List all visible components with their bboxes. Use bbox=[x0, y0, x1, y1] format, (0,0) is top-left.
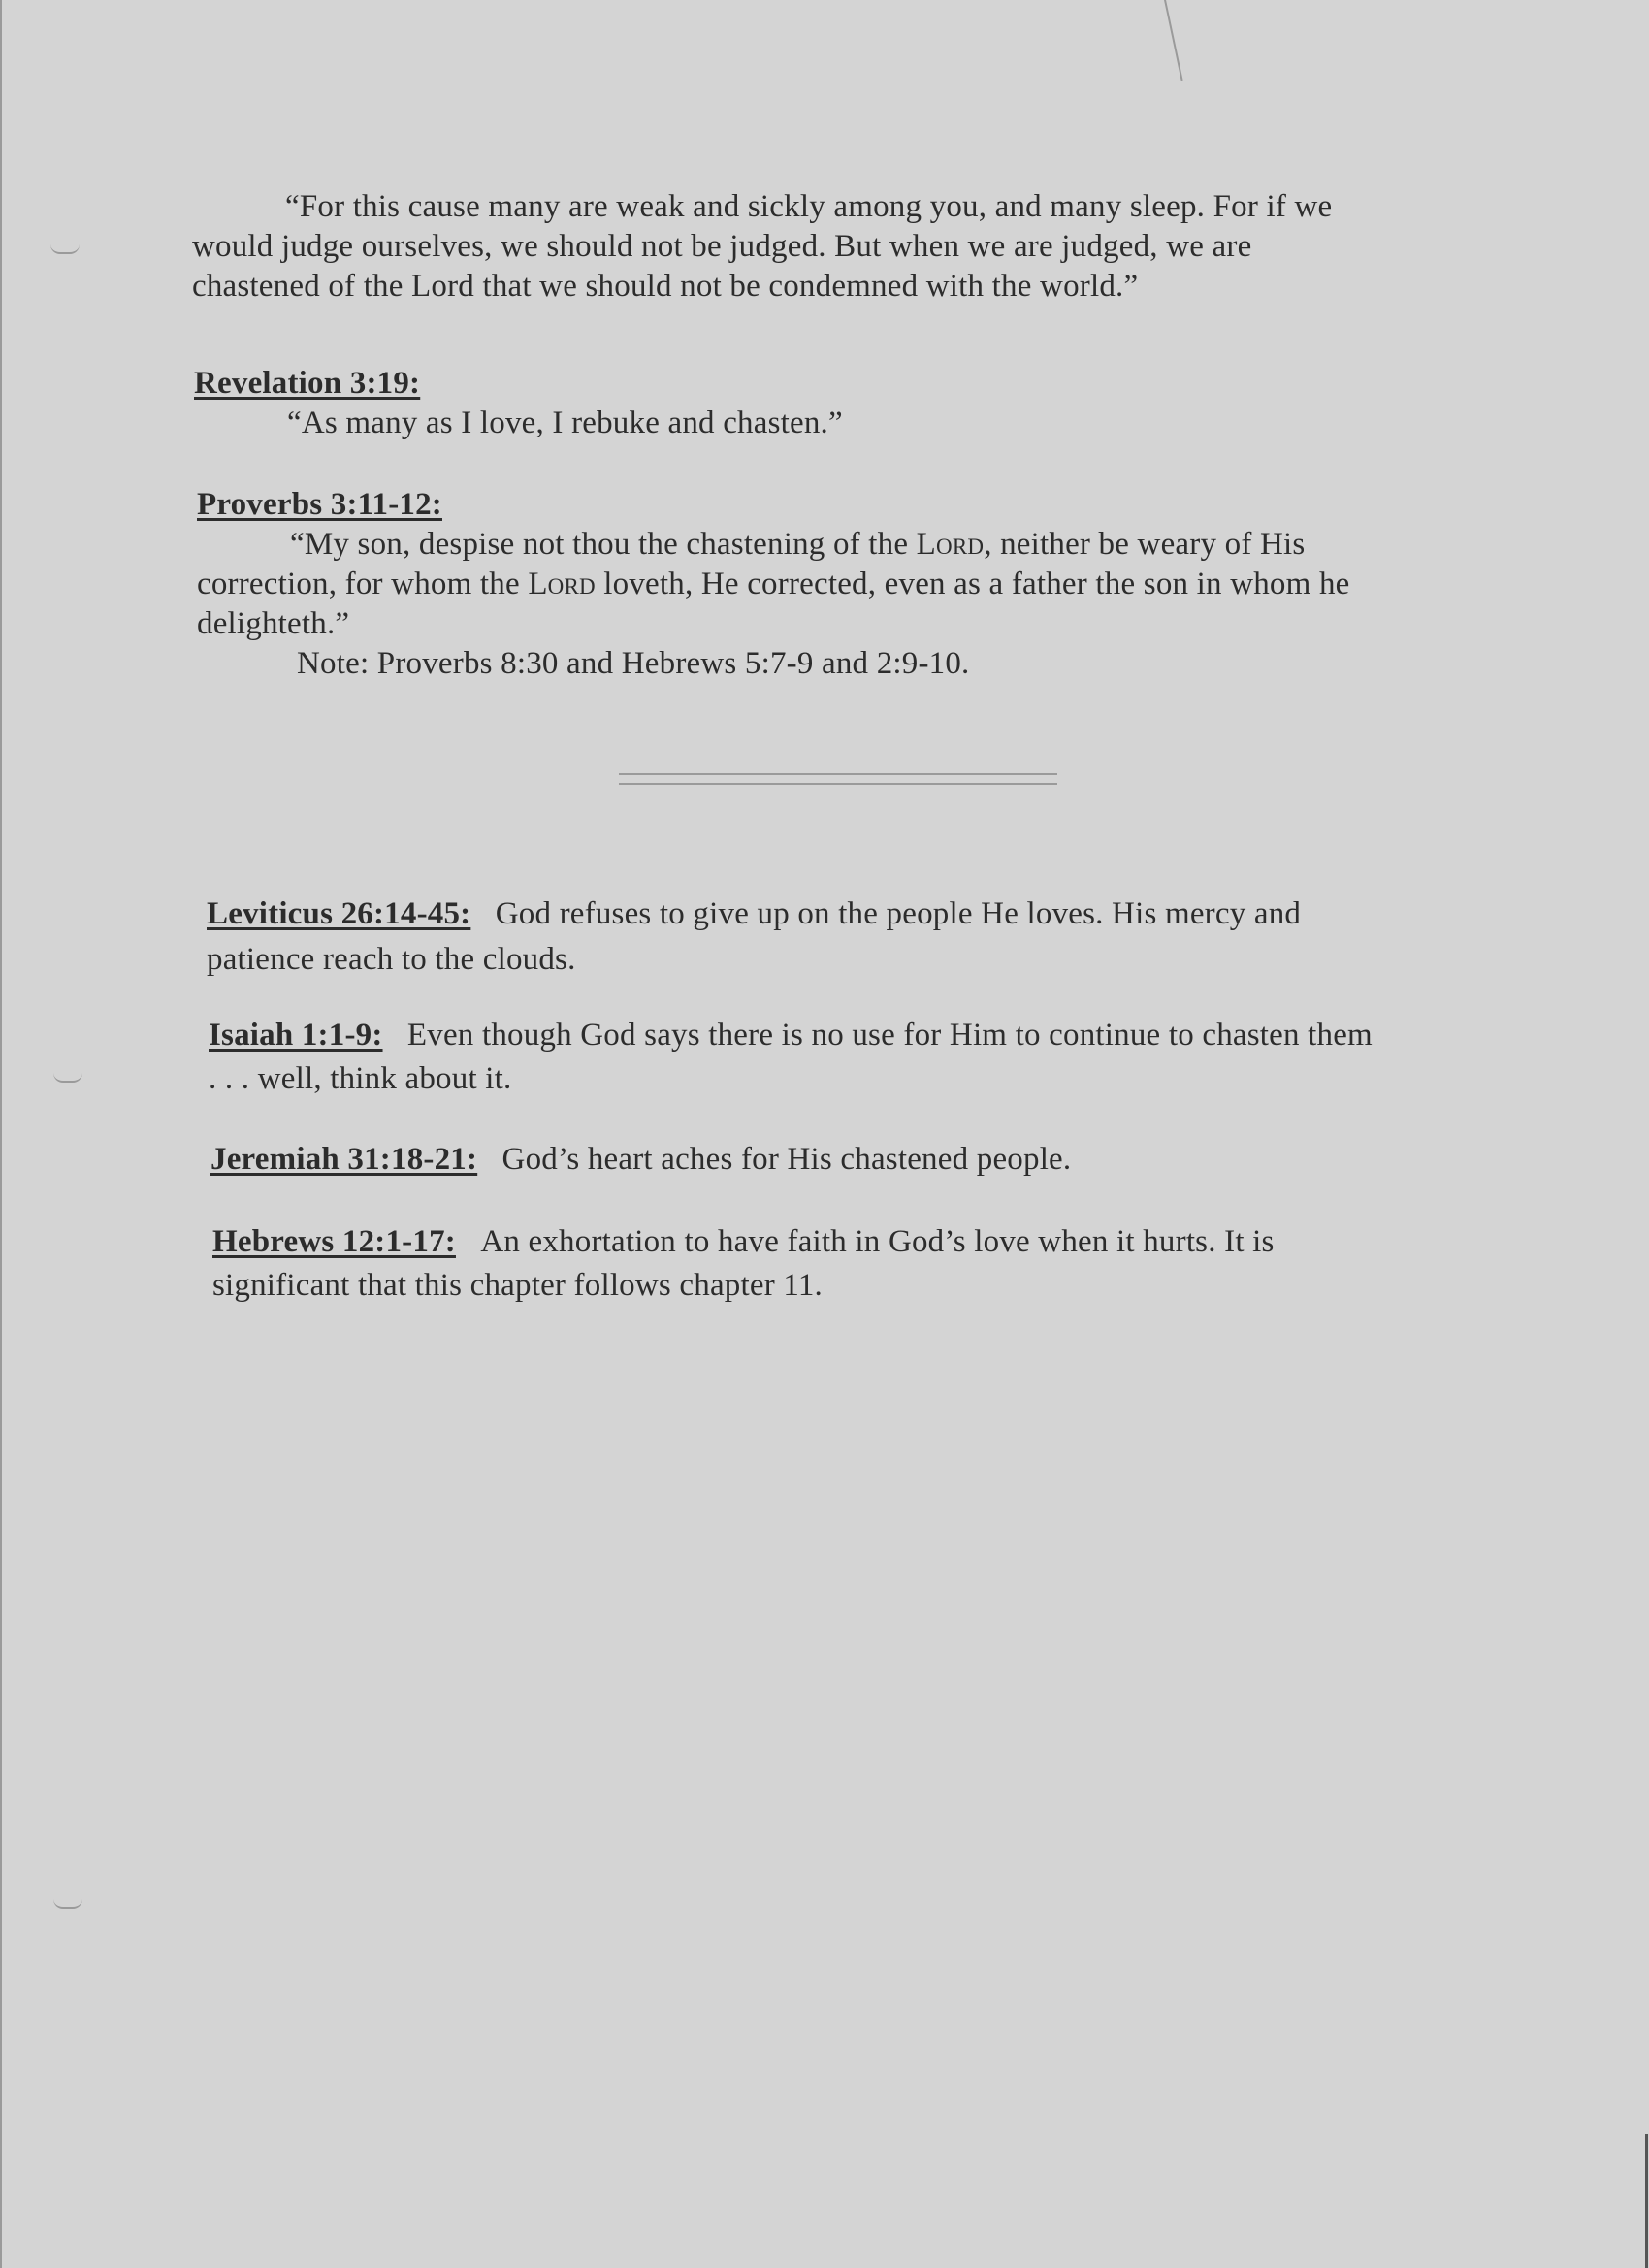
proverbs-line1 bbox=[197, 525, 1497, 565]
section-divider bbox=[619, 773, 1057, 785]
proverbs-section bbox=[197, 485, 1497, 684]
proverbs-line2-b: loveth, He corrected, even as a father the son in whom he bbox=[595, 567, 1350, 601]
leviticus-reference: Leviticus 26:14-45: bbox=[207, 896, 471, 931]
quote-top-line1: “For this cause many are weak and sickly among you, and many sleep. For if we bbox=[285, 189, 1333, 224]
isaiah-line1: Even though God says there is no use for Him to continue to chasten them bbox=[406, 1018, 1373, 1053]
hebrews-line2: significant that this chapter follows chapter 11. bbox=[212, 1268, 823, 1303]
proverbs-line3: delighteth.” bbox=[197, 606, 350, 641]
leviticus-section bbox=[207, 894, 1487, 980]
proverbs-note: Note: Proverbs 8:30 and Hebrews 5:7-9 and 2:9-10. bbox=[297, 646, 970, 681]
quote-top-line3: chastened of the Lord that we should not be condemned with the world.” bbox=[192, 269, 1139, 304]
proverbs-line2 bbox=[197, 565, 1497, 604]
isaiah-section bbox=[209, 1016, 1508, 1099]
hebrews-line1: An exhortation to have faith in God’s love when it hurts. It is bbox=[480, 1224, 1275, 1259]
scan-crease bbox=[1164, 0, 1183, 81]
jeremiah-section bbox=[210, 1140, 1491, 1180]
proverbs-lord-2: Lord bbox=[528, 567, 596, 601]
proverbs-line2-a: correction, for whom the bbox=[197, 567, 529, 601]
punch-mark-top bbox=[50, 244, 80, 254]
revelation-quote: “As many as I love, I rebuke and chasten.” bbox=[287, 405, 843, 440]
proverbs-line1-a: “My son, despise not thou the chastening of the bbox=[290, 527, 917, 562]
scan-edge-right bbox=[1645, 2134, 1648, 2268]
isaiah-line2: . . . well, think about it. bbox=[209, 1061, 512, 1096]
hebrews-section bbox=[212, 1222, 1493, 1306]
proverbs-line1-b: , neither be weary of His bbox=[984, 527, 1306, 562]
punch-mark-bottom bbox=[53, 1899, 82, 1909]
jeremiah-text: God’s heart aches for His chastened people. bbox=[501, 1142, 1072, 1177]
revelation-section bbox=[194, 364, 1474, 443]
jeremiah-reference: Jeremiah 31:18-21: bbox=[210, 1142, 478, 1177]
revelation-reference: Revelation 3:19: bbox=[194, 366, 421, 401]
leviticus-line2: patience reach to the clouds. bbox=[207, 942, 576, 977]
punch-mark-middle bbox=[53, 1073, 82, 1083]
proverbs-lord-1: Lord bbox=[916, 527, 985, 562]
quote-top bbox=[192, 187, 1472, 307]
proverbs-reference: Proverbs 3:11-12: bbox=[197, 487, 442, 522]
leviticus-line1: God refuses to give up on the people He loves. His mercy and bbox=[495, 896, 1302, 931]
quote-top-line2: would judge ourselves, we should not be judged. But when we are judged, we are bbox=[192, 229, 1252, 264]
hebrews-reference: Hebrews 12:1-17: bbox=[212, 1224, 456, 1259]
isaiah-reference: Isaiah 1:1-9: bbox=[209, 1018, 383, 1053]
scan-edge-left bbox=[0, 0, 2, 2268]
